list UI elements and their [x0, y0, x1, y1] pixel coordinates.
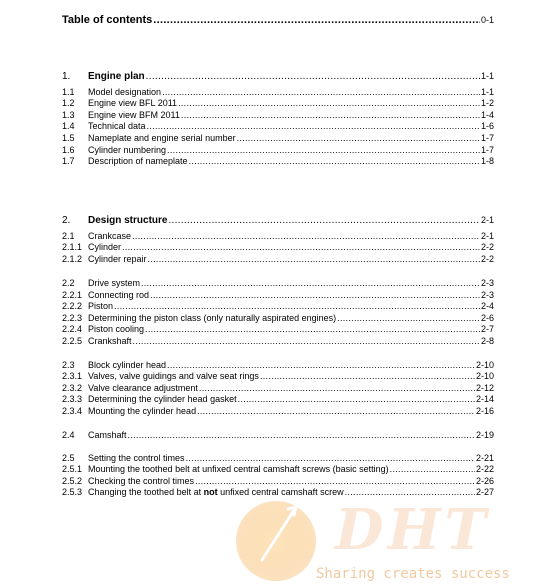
- entry-number: 2.1.2: [62, 254, 83, 264]
- chapter-title: Design structure: [88, 215, 168, 226]
- entry-title: Technical data: [88, 121, 146, 131]
- entry-number: 2.2.1: [62, 290, 83, 300]
- watermark-logo: DHT: [335, 497, 491, 563]
- entry-number: 2.2.3: [62, 313, 83, 323]
- entry-page: 2-4: [480, 301, 494, 311]
- entry-page: 2-3: [480, 290, 494, 300]
- entry-page: 1-8: [480, 156, 494, 166]
- entry-title: Nameplate and engine serial number: [88, 133, 236, 143]
- entry-title: Description of nameplate: [88, 156, 188, 166]
- entry-page: 2-10: [475, 371, 494, 381]
- entry-title: Cylinder numbering: [88, 145, 167, 155]
- entry-number: 1.3: [62, 110, 75, 120]
- entry-title: Piston cooling: [88, 324, 145, 334]
- entry-number: 2.3.1: [62, 371, 83, 381]
- entry-page: 1-4: [480, 110, 494, 120]
- watermark-slogan: Sharing creates success: [316, 566, 510, 582]
- entry-title: Cylinder repair: [88, 254, 147, 264]
- entry-number: 2.3.3: [62, 394, 83, 404]
- entry-number: 2.5.3: [62, 487, 83, 497]
- toc-title: Table of contents: [62, 14, 153, 26]
- entry-page: 2-10: [475, 360, 494, 370]
- entry-page: 2-21: [475, 453, 494, 463]
- entry-page: 2-22: [475, 464, 494, 474]
- toc-page: 0-1: [480, 15, 494, 25]
- entry-number: 2.2: [62, 278, 75, 288]
- entry-title: Mounting the cylinder head: [88, 406, 197, 416]
- entry-title: Determining the cylinder head gasket: [88, 394, 237, 404]
- entry-number: 2.3.2: [62, 383, 83, 393]
- entry-title: Checking the control times: [88, 476, 195, 486]
- entry-page: 1-7: [480, 145, 494, 155]
- entry-number: 1.6: [62, 145, 75, 155]
- entry-page: 2-7: [480, 324, 494, 334]
- watermark-circle-icon: [236, 501, 316, 581]
- entry-title: Drive system: [88, 278, 141, 288]
- entry-title: Engine view BFL 2011: [88, 98, 178, 108]
- entry-page: 2-14: [475, 394, 494, 404]
- chapter-page: 1-1: [480, 71, 494, 81]
- entry-title: Valves, valve guidings and valve seat rings: [88, 371, 259, 381]
- chapter-number: 1.: [62, 71, 71, 82]
- entry-number: 2.2.4: [62, 324, 83, 334]
- entry-page: 2-1: [480, 231, 494, 241]
- entry-page: 1-7: [480, 133, 494, 143]
- entry-number: 2.3.4: [62, 406, 83, 416]
- entry-number: 2.5.1: [62, 464, 83, 474]
- entry-title: Camshaft: [88, 430, 127, 440]
- entry-title: Valve clearance adjustment: [88, 383, 198, 393]
- entry-number: 2.5.2: [62, 476, 83, 486]
- entry-number: 1.1: [62, 87, 75, 97]
- entry-title: Block cylinder head: [88, 360, 167, 370]
- entry-title: Crankshaft: [88, 336, 132, 346]
- entry-title: Changing the toothed belt at not unfixed central camshaft screw: [88, 487, 344, 497]
- entry-number: 2.2.2: [62, 301, 83, 311]
- entry-title: Crankcase: [88, 231, 132, 241]
- entry-page: 2-27: [475, 487, 494, 497]
- chapter-number: 2.: [62, 215, 71, 226]
- entry-title: Model designation: [88, 87, 162, 97]
- chapter-title: Engine plan: [88, 71, 145, 82]
- entry-number: 1.2: [62, 98, 75, 108]
- entry-page: 2-2: [480, 254, 494, 264]
- entry-number: 2.4: [62, 430, 75, 440]
- entry-title: Connecting rod: [88, 290, 150, 300]
- entry-page: 1-1: [480, 87, 494, 97]
- entry-page: 2-6: [480, 313, 494, 323]
- entry-title: Cylinder: [88, 242, 122, 252]
- entry-page: 2-8: [480, 336, 494, 346]
- entry-number: 2.5: [62, 453, 75, 463]
- entry-title: Mounting the toothed belt at unfixed central camshaft screws (basic setting): [88, 464, 389, 474]
- entry-number: 1.4: [62, 121, 75, 131]
- entry-page: 1-2: [480, 98, 494, 108]
- entry-page: 2-12: [475, 383, 494, 393]
- entry-page: 2-26: [475, 476, 494, 486]
- entry-title: Setting the control times: [88, 453, 185, 463]
- entry-page: 2-19: [475, 430, 494, 440]
- entry-page: 2-3: [480, 278, 494, 288]
- entry-number: 2.1: [62, 231, 75, 241]
- entry-page: 2-16: [475, 406, 494, 416]
- entry-number: 2.3: [62, 360, 75, 370]
- entry-title: Piston: [88, 301, 114, 311]
- entry-page: 2-2: [480, 242, 494, 252]
- entry-number: 2.2.5: [62, 336, 83, 346]
- entry-title: Determining the piston class (only naturally aspirated engines): [88, 313, 337, 323]
- chapter-page: 2-1: [480, 215, 494, 225]
- entry-number: 2.1.1: [62, 242, 83, 252]
- entry-number: 1.7: [62, 156, 75, 166]
- entry-title: Engine view BFM 2011: [88, 110, 180, 120]
- entry-number: 1.5: [62, 133, 75, 143]
- entry-page: 1-6: [480, 121, 494, 131]
